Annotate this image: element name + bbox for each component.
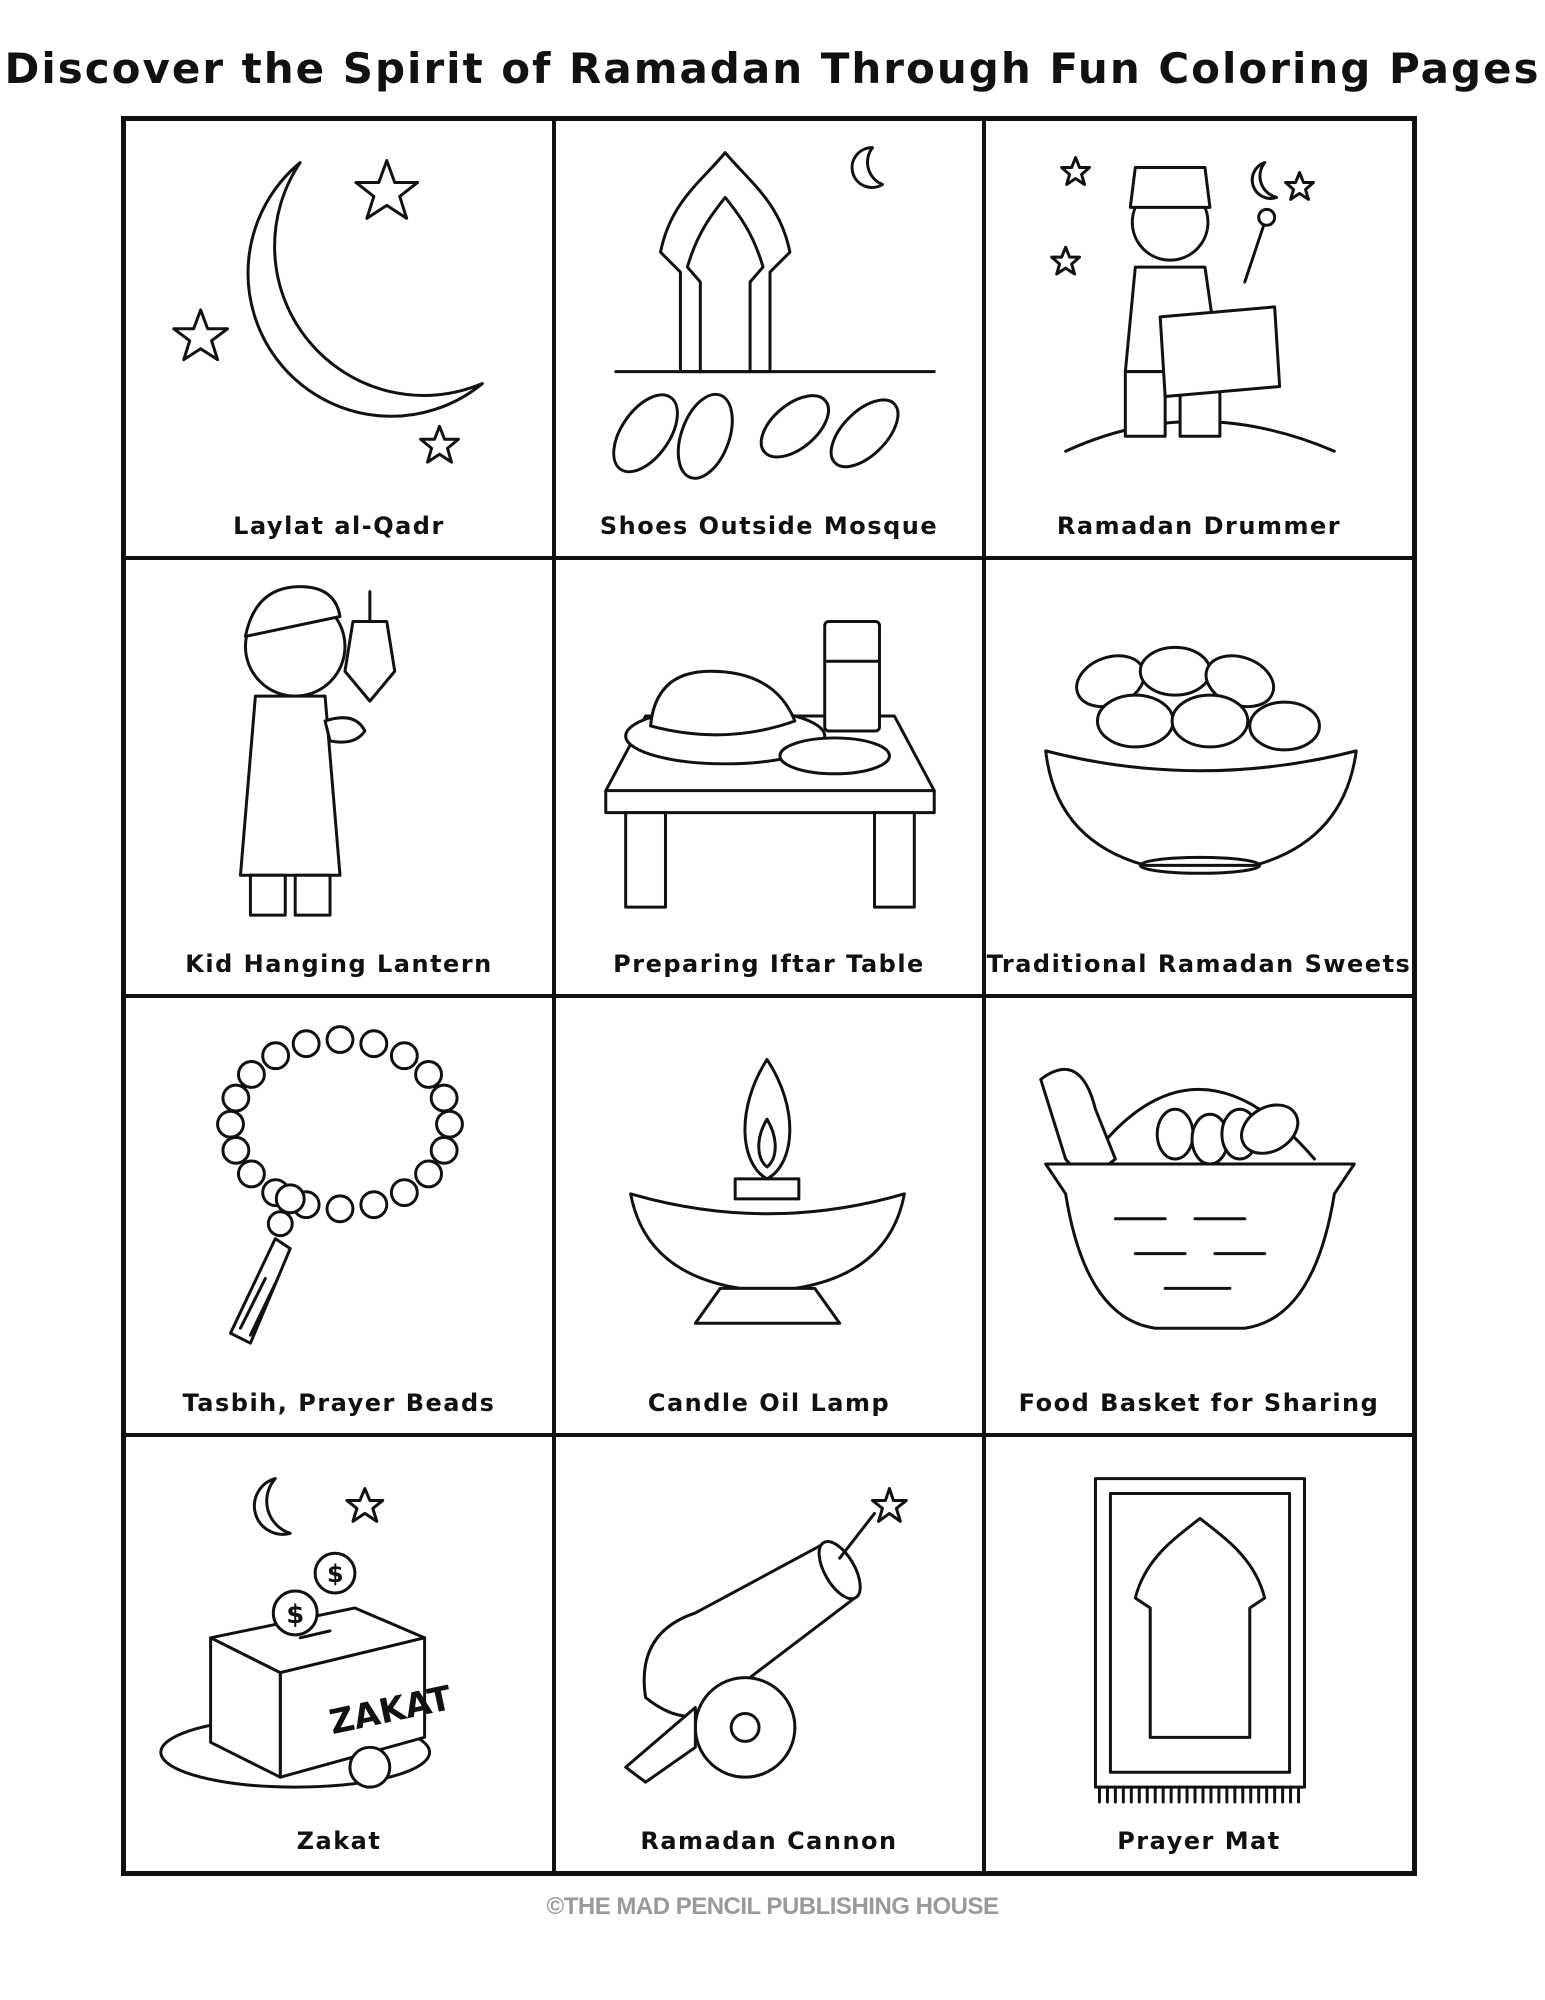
card-label: Ramadan Drummer [1056, 511, 1342, 540]
card-label: Ramadan Cannon [640, 1827, 898, 1855]
bead [218, 1111, 244, 1137]
coloring-card-candle-oil-lamp[interactable] [556, 998, 982, 1433]
mosque-door-shoes-icon [556, 121, 982, 556]
bead [238, 1062, 264, 1088]
card-label: Kid Hanging Lantern [185, 950, 493, 978]
bead [327, 1027, 353, 1053]
page-title: Discover the Spirit of Ramadan Through Fun Coloring Pages [4, 44, 1541, 93]
crescent-moon-stars-icon [126, 121, 552, 556]
card-label: Shoes Outside Mosque [599, 511, 939, 540]
zakat-box-label: ZAKAT [325, 1677, 455, 1742]
coloring-card-laylat-al-qadr[interactable] [126, 121, 552, 556]
bead [238, 1161, 264, 1187]
cannon-icon [556, 1437, 982, 1872]
coloring-card-prayer-mat[interactable] [986, 1437, 1412, 1872]
bead [431, 1137, 457, 1163]
prayer-mat-icon [986, 1437, 1412, 1872]
bead [361, 1192, 387, 1218]
bead [361, 1031, 387, 1057]
bead [391, 1043, 417, 1069]
coloring-card-shoes-outside-mosque[interactable] [556, 121, 982, 556]
card-label: Laylat al-Qadr [233, 511, 445, 540]
coloring-card-ramadan-cannon[interactable] [556, 1437, 982, 1872]
coloring-card-food-basket-for-sharing[interactable] [986, 998, 1412, 1433]
coloring-grid [121, 116, 1417, 1876]
card-label: Prayer Mat [1117, 1827, 1281, 1855]
coloring-card-tasbih-prayer-beads[interactable] [126, 998, 552, 1433]
card-label: Tasbih, Prayer Beads [182, 1388, 496, 1417]
card-label: Traditional Ramadan Sweets [986, 950, 1412, 978]
zakat-box-icon [126, 1437, 552, 1872]
coloring-card-kid-hanging-lantern[interactable] [126, 560, 552, 995]
kid-lantern-icon [126, 560, 552, 995]
bead [391, 1180, 417, 1206]
bead [416, 1161, 442, 1187]
food-basket-icon [986, 998, 1412, 1433]
coloring-card-traditional-ramadan-sweets[interactable] [986, 560, 1412, 995]
bead [293, 1031, 319, 1057]
bead [327, 1196, 353, 1222]
coloring-card-zakat[interactable] [126, 1437, 552, 1872]
bead [416, 1062, 442, 1088]
card-label: Candle Oil Lamp [647, 1388, 891, 1417]
bead [437, 1111, 463, 1137]
coloring-card-preparing-iftar-table[interactable] [556, 560, 982, 995]
drummer-boy-icon [986, 121, 1412, 556]
card-label: Zakat [296, 1827, 382, 1855]
bead [223, 1137, 249, 1163]
publisher-credit: ©THE MAD PENCIL PUBLISHING HOUSE [546, 1893, 999, 1920]
dates-bowl-icon [986, 560, 1412, 995]
oil-lamp-icon [556, 998, 982, 1433]
bead [223, 1085, 249, 1111]
bead [263, 1043, 289, 1069]
coin-symbol: $ [286, 1599, 305, 1630]
bead [431, 1085, 457, 1111]
card-label: Preparing Iftar Table [613, 950, 925, 978]
iftar-table-icon [556, 560, 982, 995]
coin-symbol: $ [327, 1559, 344, 1588]
prayer-beads-icon [126, 998, 552, 1433]
card-label: Food Basket for Sharing [1018, 1388, 1380, 1417]
coloring-card-ramadan-drummer[interactable] [986, 121, 1412, 556]
